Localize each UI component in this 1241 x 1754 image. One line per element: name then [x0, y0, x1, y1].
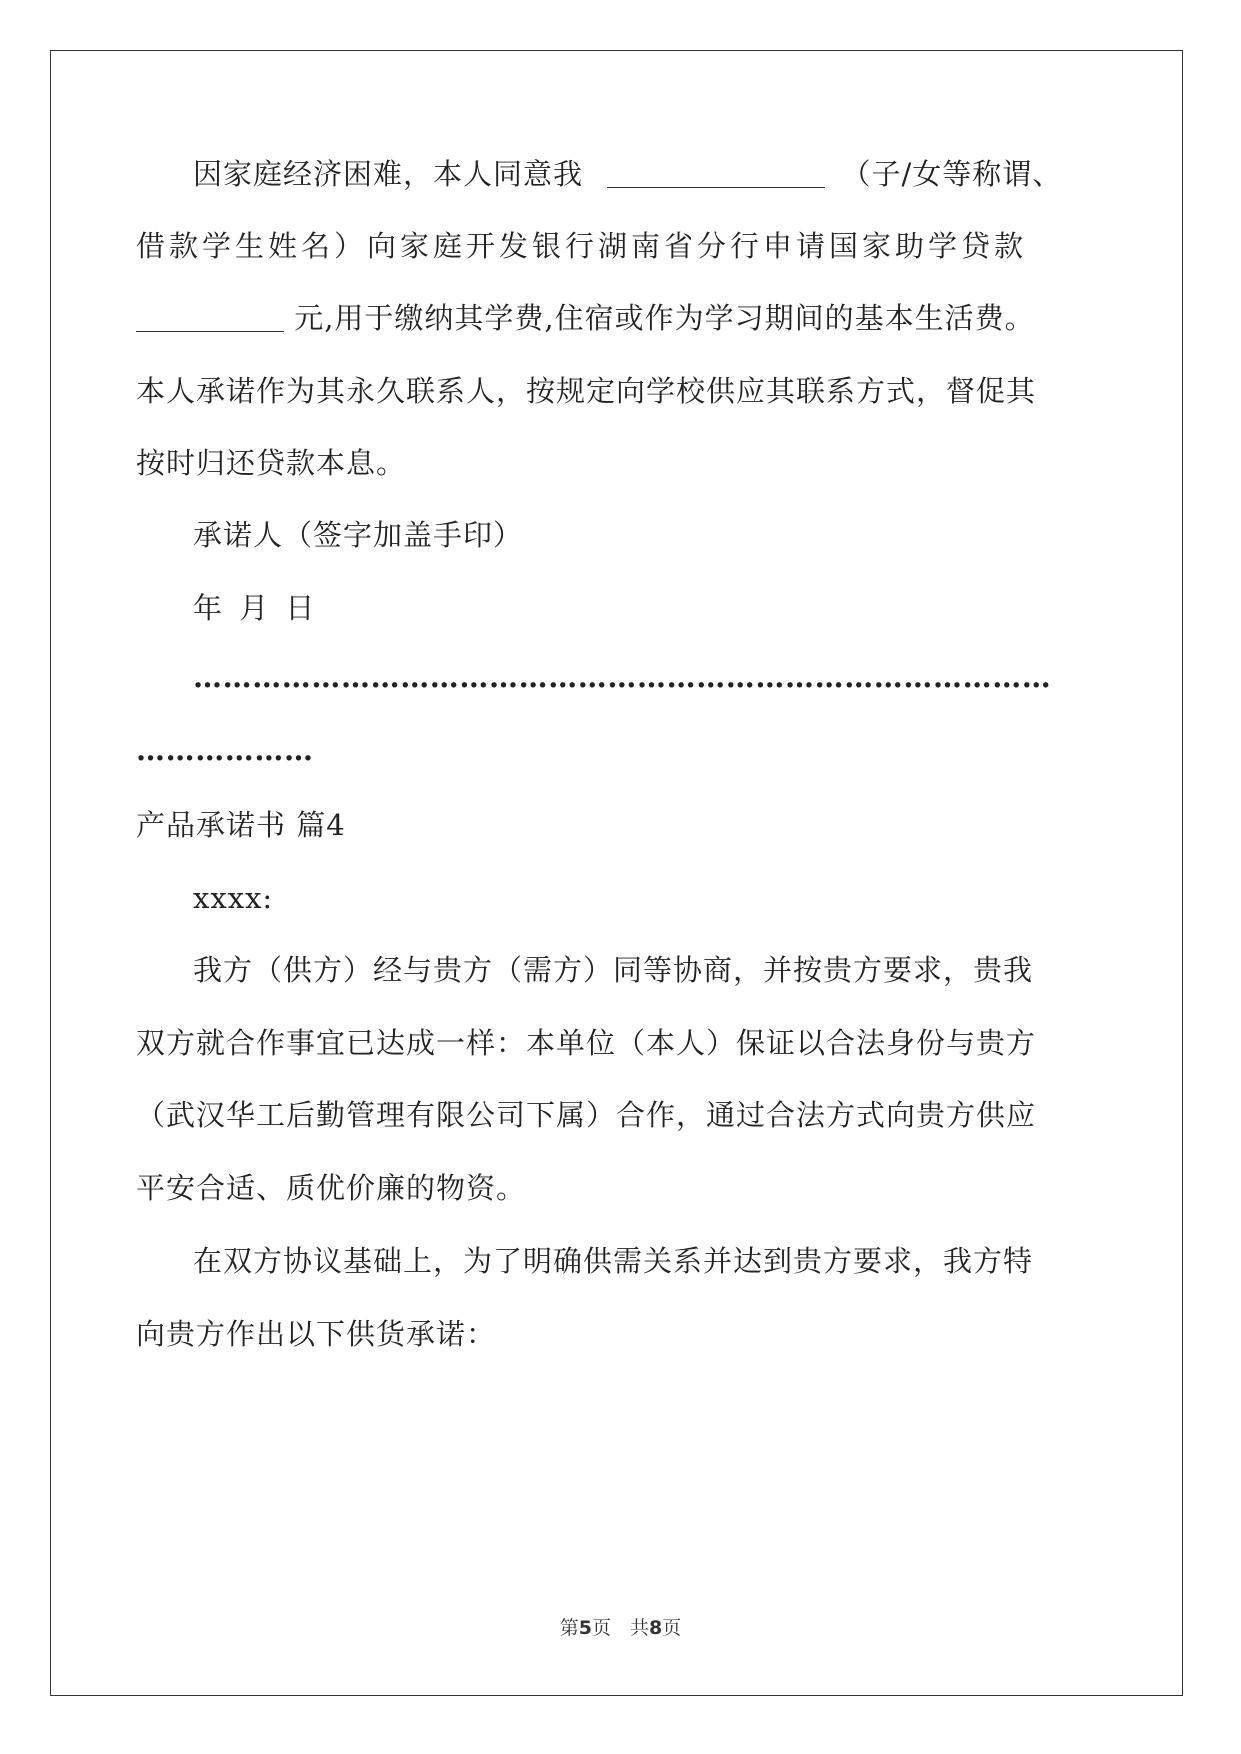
- paragraph-line: 按时归还贷款本息。: [136, 446, 407, 480]
- date-label: 年 月 日: [193, 591, 316, 625]
- paragraph-line: [193, 156, 1062, 192]
- signature-label: 承诺人（签字加盖手印）: [193, 518, 524, 552]
- separator-dots: ……………………………………………………………………………: [193, 660, 1052, 694]
- footer-text: 页 共: [591, 1617, 649, 1639]
- total-pages: 8: [649, 1617, 663, 1639]
- text-segment: （子/女等称谓、: [841, 157, 1063, 191]
- paragraph-line: 向贵方作出以下供货承诺：: [136, 1317, 497, 1351]
- paragraph-line: 平安合适、质优价廉的物资。: [136, 1171, 527, 1205]
- text-segment: 元,用于缴纳其学费,住宿或作为学习期间的基本生活费。: [294, 301, 1035, 335]
- separator-dots: ………………: [136, 733, 314, 767]
- paragraph-line: 双方就合作事宜已达成一样：本单位（本人）保证以合法身份与贵方: [136, 1026, 1037, 1060]
- paragraph-line: 在双方协议基础上，为了明确供需关系并达到贵方要求，我方特: [193, 1244, 1034, 1278]
- paragraph-line: 我方（供方）经与贵方（需方）同等协商，并按贵方要求，贵我: [193, 953, 1034, 987]
- page-footer: [0, 1613, 1241, 1640]
- page-border: [50, 50, 1183, 1696]
- page-number: 5: [578, 1617, 592, 1639]
- paragraph-line: 借款学生姓名）向家庭开发银行湖南省分行申请国家助学贷款: [136, 229, 1028, 263]
- paragraph-line: [136, 300, 1035, 336]
- footer-text: 第: [559, 1617, 579, 1639]
- name-blank-field: [607, 159, 825, 188]
- section-title: 产品承诺书 篇4: [136, 808, 346, 842]
- addressee: xxxx:: [193, 881, 274, 915]
- amount-blank-field: [136, 303, 284, 332]
- paragraph-line: 本人承诺作为其永久联系人，按规定向学校供应其联系方式，督促其: [136, 374, 1037, 408]
- paragraph-line: （武汉华工后勤管理有限公司下属）合作，通过合法方式向贵方供应: [136, 1098, 1037, 1132]
- text-segment: 因家庭经济困难，本人同意我: [193, 157, 584, 191]
- footer-text: 页: [662, 1617, 682, 1639]
